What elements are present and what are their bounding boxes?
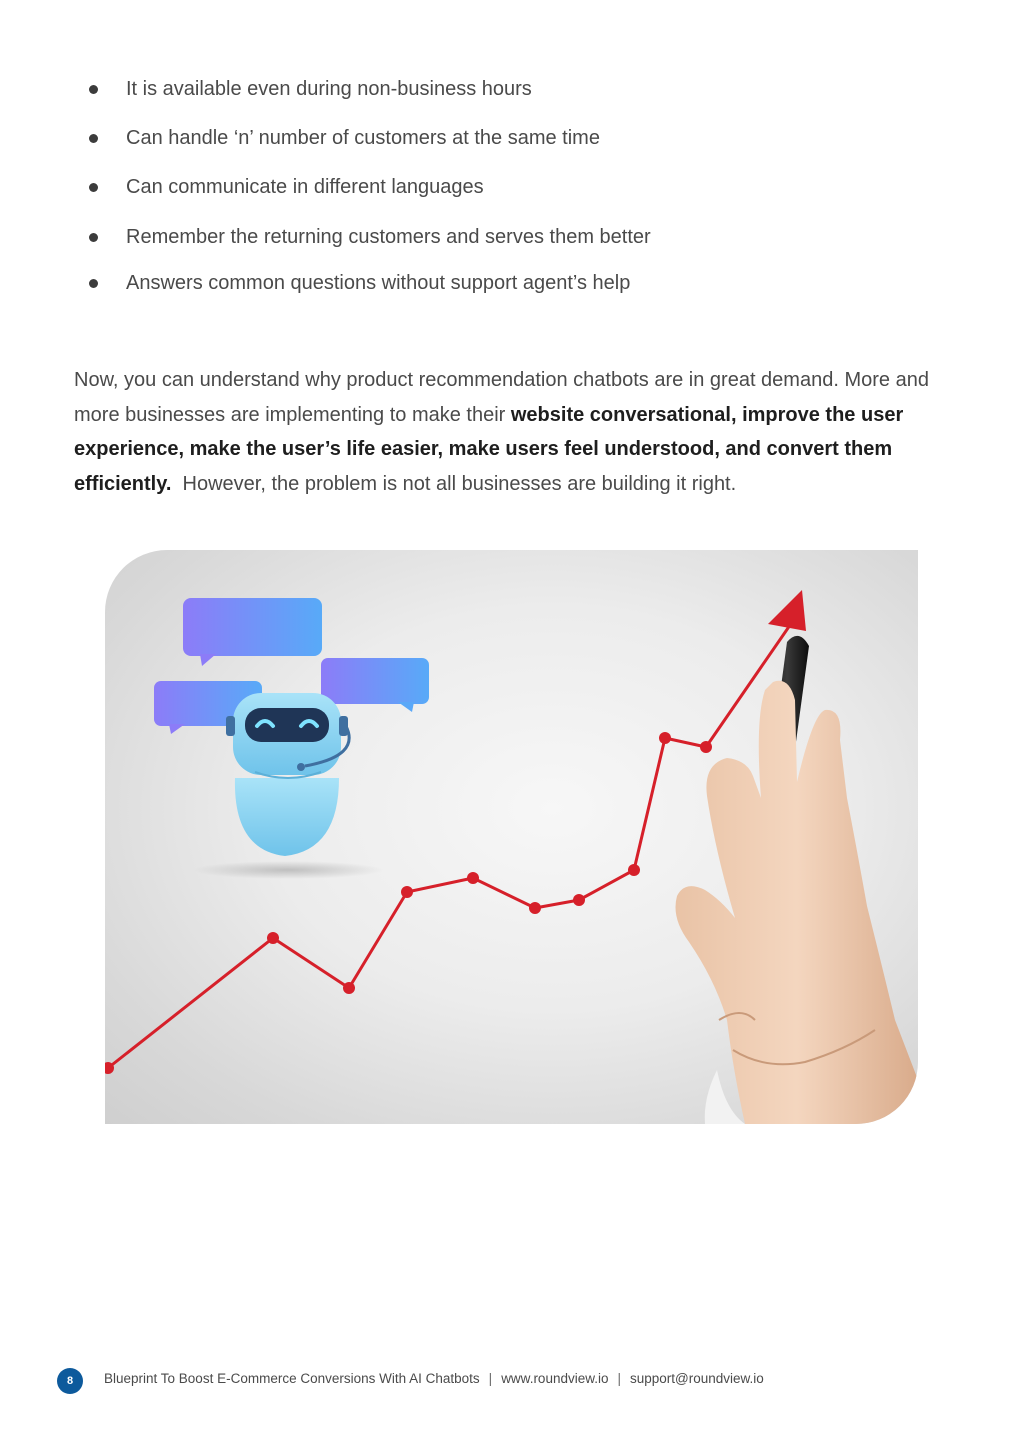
- bullet-dot-icon: [89, 85, 98, 94]
- bullet-dot-icon: [89, 233, 98, 242]
- arrow-up-icon: [768, 590, 806, 631]
- bullet-item: [0, 270, 1024, 300]
- bullet-item: [0, 76, 1024, 106]
- paragraph-intro: Now, you can understand why product recommendation chatbots are in great demand. More and more businesses are implementing to make their: [74, 369, 929, 426]
- footer-text: [104, 1371, 764, 1386]
- bullet-dot-icon: [89, 134, 98, 143]
- growth-chatbot-illustration: [105, 550, 918, 1124]
- growth-graph: [105, 590, 806, 1074]
- body-paragraph: [74, 363, 964, 501]
- bullet-text: Can handle ‘n’ number of customers at the same time: [126, 127, 600, 149]
- bullet-text: Remember the returning customers and serves them better: [126, 226, 651, 248]
- bullet-dot-icon: [89, 183, 98, 192]
- bullet-text: It is available even during non-business hours: [126, 78, 532, 100]
- footer-email-link[interactable]: support@roundview.io: [630, 1371, 764, 1386]
- bullet-item: [0, 224, 1024, 254]
- paragraph-outro: However, the problem is not all businesses are building it right.: [171, 472, 737, 495]
- footer-website-link[interactable]: www.roundview.io: [501, 1371, 609, 1386]
- bullet-dot-icon: [89, 279, 98, 288]
- footer-document-title: Blueprint To Boost E-Commerce Conversions With AI Chatbots: [104, 1371, 480, 1386]
- page-number-badge: 8: [57, 1368, 83, 1394]
- footer-separator: |: [488, 1371, 493, 1386]
- footer-separator: |: [617, 1371, 622, 1386]
- chat-bubble-icon: [183, 598, 322, 666]
- page-footer: [0, 1365, 1024, 1395]
- bullet-item: [0, 125, 1024, 155]
- bullet-text: Can communicate in different languages: [126, 176, 484, 198]
- bullet-text: Answers common questions without support agent’s help: [126, 272, 631, 294]
- hero-illustration: [105, 550, 918, 1124]
- chat-bubble-icon: [321, 658, 429, 712]
- paragraph-bold-highlight: website conversational, improve the user experience, make the user’s life easier, make users feel understood, and convert them efficiently.: [74, 403, 904, 495]
- bullet-item: [0, 174, 1024, 204]
- hand-with-marker-image: [676, 636, 919, 1124]
